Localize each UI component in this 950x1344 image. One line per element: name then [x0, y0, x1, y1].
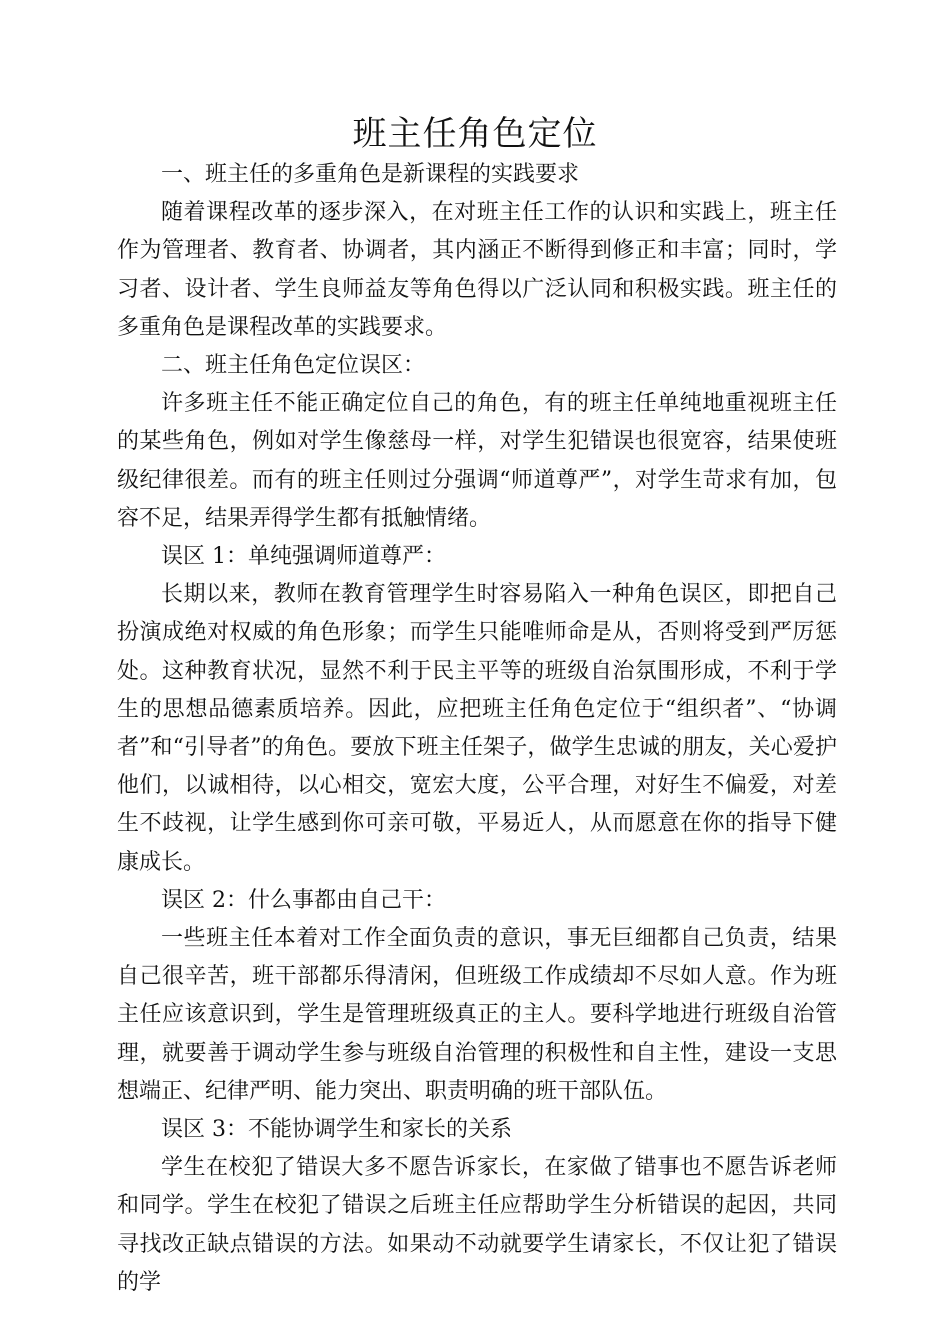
body-paragraph: 长期以来，教师在教育管理学生时容易陷入一种角色误区，即把自己扮演成绝对权威的角色形象；而学生只能唯师命是从，否则将受到严厉惩处。这种教育状况，显然不利于民主平等的班级自治氛围形成，不利于学生的思想品德素质培养。因此，应把班主任角色定位于“组织者”、“协调者”和“引导者”的角色。要放下班主任架子，做学生忠诚的朋友，关心爱护他们，以诚相待，以心相交，宽宏大度，公平合理，对好生不偏爱，对差生不歧视，让学生感到你可亲可敬，平易近人，从而愿意在你的指导下健康成长。 [117, 582, 837, 875]
document-title: 班主任角色定位 [352, 114, 598, 154]
body-paragraph: 随着课程改革的逐步深入，在对班主任工作的认识和实践上，班主任作为管理者、教育者、协调者，其内涵正不断得到修正和丰富；同时，学习者、设计者、学生良师益友等角色得以广泛认同和积极实践。班主任的多重角色是课程改革的实践要求。 [117, 200, 837, 340]
body-paragraph: 许多班主任不能正确定位自己的角色，有的班主任单纯地重视班主任的某些角色，例如对学生像慈母一样，对学生犯错误也很宽容，结果使班级纪律很差。而有的班主任则过分强调“师道尊严”，对学生苛求有加，包容不足，结果弄得学生都有抵触情绪。 [117, 391, 837, 531]
subheading-misconception-1: 误区 1：单纯强调师道尊严： [161, 544, 446, 570]
subheading-misconception-2: 误区 2：什么事都由自己干： [161, 887, 446, 913]
section-heading-1: 一、班主任的多重角色是新课程的实践要求 [161, 162, 580, 187]
section-heading-2: 二、班主任角色定位误区： [161, 353, 426, 379]
body-paragraph: 学生在校犯了错误大多不愿告诉家长，在家做了错事也不愿告诉老师和同学。学生在校犯了错误之后班主任应帮助学生分析错误的起因，共同寻找改正缺点错误的方法。如果动不动就要学生请家长，不仅让犯了错误的学 [117, 1155, 837, 1295]
body-paragraph: 一些班主任本着对工作全面负责的意识，事无巨细都自己负责，结果自己很辛苦，班干部都乐得清闲，但班级工作成绩却不尽如人意。作为班主任应该意识到，学生是管理班级真正的主人。要科学地进行班级自治管理，就要善于调动学生参与班级自治管理的积极性和自主性，建设一支思想端正、纪律严明、能力突出、职责明确的班干部队伍。 [117, 926, 837, 1104]
document-body [117, 156, 837, 1302]
subheading-misconception-3: 误区 3：不能协调学生和家长的关系 [161, 1117, 512, 1143]
